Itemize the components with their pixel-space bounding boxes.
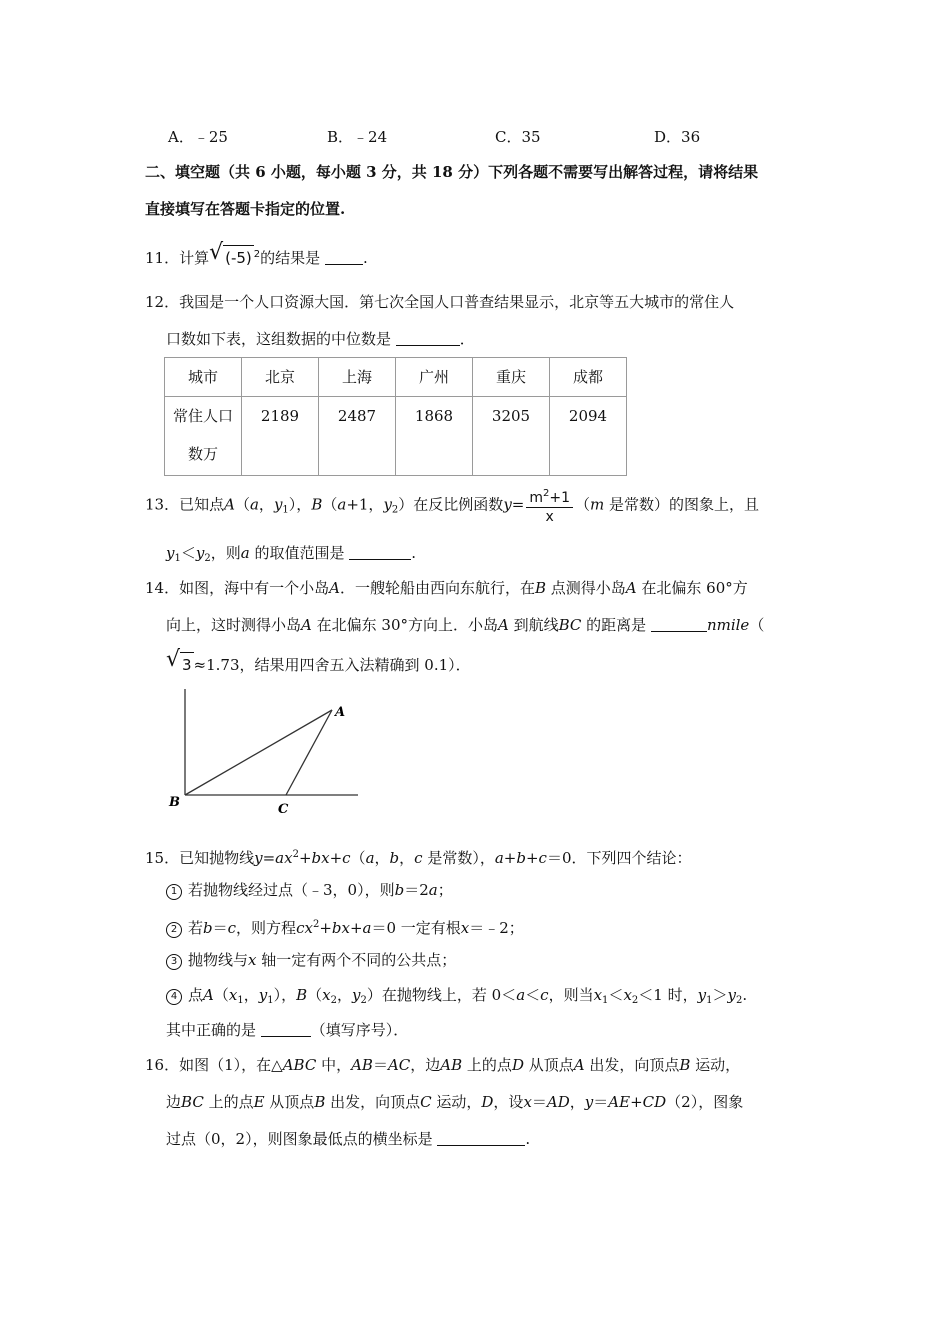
question-12-line2: 口数如下表，这组数据的中位数是 ． <box>166 330 475 348</box>
label-a: A <box>335 705 346 720</box>
table-header-row <box>165 358 627 397</box>
question-14-line1: 14．如图，海中有一个小岛A．一艘轮船由西向东航行，在B 点测得小岛A 在北偏东 60°方 <box>145 579 748 597</box>
table-cell: 2189 <box>242 397 319 476</box>
question-15-item3: 3 抛物线与x 轴一定有两个不同的公共点； <box>166 950 456 970</box>
figure-q14 <box>164 685 364 815</box>
table-cell: 重庆 <box>473 358 550 397</box>
choice-c: C．35 <box>495 128 541 146</box>
section-heading-line1: 二、填空题（共 6 小题，每小题 3 分，共 18 分）下列各题不需要写出解答过程，请将结果 <box>145 163 759 181</box>
question-15-item4: 4 点$A(x_1$，$y_1$），$B(x_2$，$y_2$）在抛物线上，若 0＜a＜c，则当$x_1<x_2<1$ 时，$y_1>y_2$. <box>166 985 747 1011</box>
table-cell: 常住人口 数万 <box>165 397 242 476</box>
question-13-line2: $y_1<y_2$，则a 的取值范围是 . <box>166 544 417 564</box>
question-14-line2: 向上，这时测得小岛A 在北偏东 30°方向上．小岛A 到航线BC 的距离是 nmile（ <box>166 616 765 634</box>
question-16-line3: 过点（0，2），则图象最低点的横坐标是 . <box>166 1130 531 1148</box>
table-cell: 成都 <box>550 358 627 397</box>
choice-b: B．﹣24 <box>327 128 388 146</box>
table-cell: 2487 <box>319 397 396 476</box>
question-13-line1: 13．已知点A（a，$y_1$），B（a+1，$y_2$）在反比例函数y= $\frac{m^2+1}{x}$ （m 是常数）的图象上，且 <box>145 485 759 529</box>
question-16-line1: 16．如图（1），在△ABC 中，AB＝AC，边AB 上的点D 从顶点A 出发，向顶点B 运动， <box>145 1056 741 1074</box>
table-row <box>165 397 627 476</box>
section-heading-line2: 直接填写在答题卡指定的位置. <box>145 200 346 218</box>
question-14-line3: √ 3 ≈1.73，结果用四舍五入法精确到 0.1）． <box>166 647 471 674</box>
question-15-item2: 2 若b＝c，则方程$cx^2+bx+a=0$ 一定有根x＝﹣2； <box>166 915 524 938</box>
table-cell: 北京 <box>242 358 319 397</box>
question-12-line1: 12．我国是一个人口资源大国．第七次全国人口普查结果显示，北京等五大城市的常住人 <box>145 293 735 311</box>
sqrt-three: √ 3 <box>166 647 192 674</box>
question-15-line1: 15．已知抛物线$y=ax^2+bx+c(a$，b，c 是常数），a+b+c＝0．下列四个结论： <box>145 849 692 867</box>
table-cell: 3205 <box>473 397 550 476</box>
question-15-answer-line: 其中正确的是 （填写序号）． <box>166 1021 409 1039</box>
question-11: 11．计算 √ (-5) $^2$的结果是 . <box>145 240 368 267</box>
sqrt-expression: √ (-5) <box>209 240 252 267</box>
table-cell: 上海 <box>319 358 396 397</box>
choice-d: D．36 <box>654 128 701 146</box>
table-cell: 2094 <box>550 397 627 476</box>
label-b: B <box>169 795 180 810</box>
question-15-item1: 1 若抛物线经过点（﹣3，0），则b＝2a； <box>166 880 453 900</box>
label-c: C <box>278 802 289 815</box>
population-table <box>164 357 627 476</box>
fraction: $\frac{m^2+1}{x}$ <box>526 485 573 526</box>
question-16-line2: 边BC 上的点E 从顶点B 出发，向顶点C 运动，D，设x＝AD，y＝AE+CD（2），图象 <box>166 1093 744 1111</box>
table-cell: 城市 <box>165 358 242 397</box>
segment-ba <box>185 710 332 795</box>
choice-a: A．﹣25 <box>168 128 228 146</box>
table-cell: 广州 <box>396 358 473 397</box>
table-cell: 1868 <box>396 397 473 476</box>
